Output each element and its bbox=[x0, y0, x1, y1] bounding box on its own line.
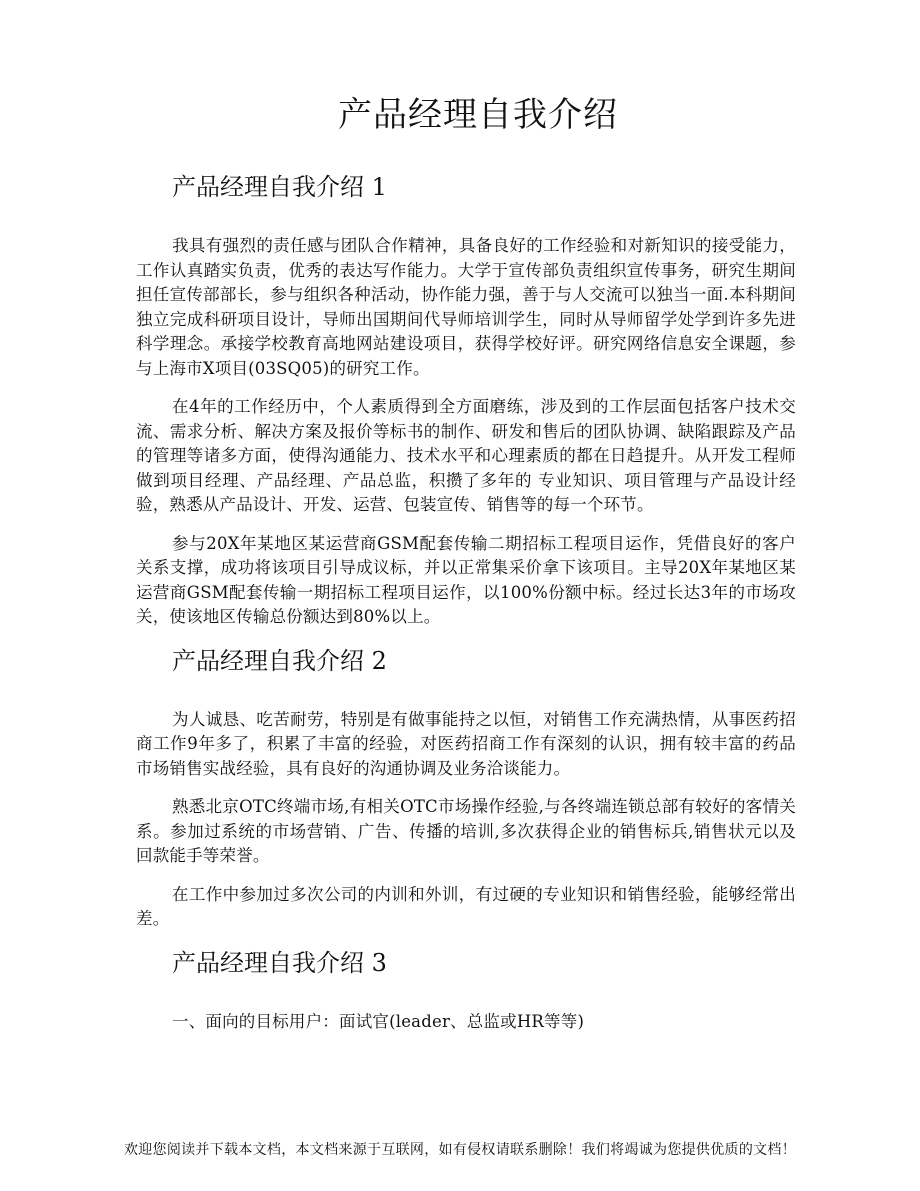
section-1-heading: 产品经理自我介绍 1 bbox=[172, 173, 387, 201]
section-2-paragraph-2: 熟悉北京OTC终端市场,有相关OTC市场操作经验,与各终端连锁总部有较好的客情关系。参加过系统的市场营销、广告、传播的培训,多次获得企业的销售标兵,销售状元以及回款能手等荣誉。 bbox=[136, 797, 796, 865]
section-1-paragraph-3: 参与20X年某地区某运营商GSM配套传输二期招标工程项目运作，凭借良好的客户关系支撑，成功将该项目引导成议标，并以正常集采价拿下该项目。主导20X年某地区某运营商GSM配套传输一期招标工程项目运作，以100%份额中标。经过长达3年的市场攻关，使该地区传输总份额达到80%以上。 bbox=[136, 533, 796, 626]
document-body bbox=[136, 170, 796, 1034]
section-1-paragraph-2: 在4年的工作经历中，个人素质得到全方面磨练，涉及到的工作层面包括客户技术交流、需求分析、解决方案及报价等标书的制作、研发和售后的团队协调、缺陷跟踪及产品的管理等诸多方面，使得沟通能力、技术水平和心理素质的都在日趋提升。从开发工程师做到项目经理、产品经理、产品总监，积攒了多年的 专业知识、项目管理与产品设计经验，熟悉从产品设计、开发、运营、包装宣传、销售等的每一个环节。 bbox=[136, 397, 796, 514]
section-3-heading: 产品经理自我介绍 3 bbox=[172, 948, 387, 977]
section-2-paragraph-3: 在工作中参加过多次公司的内训和外训，有过硬的专业知识和销售经验，能够经常出差。 bbox=[136, 884, 796, 928]
section-2-paragraph-1: 为人诚恳、吃苦耐劳，特别是有做事能持之以恒，对销售工作充满热情，从事医药招商工作9年多了，积累了丰富的经验，对医药招商工作有深刻的认识，拥有较丰富的药品市场销售实战经验，具有良好的沟通协调及业务洽谈能力。 bbox=[136, 709, 796, 778]
section-2-heading: 产品经理自我介绍 2 bbox=[172, 646, 387, 675]
section-1-paragraph-1: 我具有强烈的责任感与团队合作精神，具备良好的工作经验和对新知识的接受能力，工作认真踏实负责，优秀的表达写作能力。大学于宣传部负责组织宣传事务，研究生期间担任宣传部部长，参与组织各种活动，协作能力强，善于与人交流可以独当一面.本科期间独立完成科研项目设计，导师出国期间代导师培训学生，同时从导师留学处学到许多先进科学理念。承接学校教育高地网站建设项目，获得学校好评。研究网络信息安全课题，参与上海市X项目(03SQ05)的研究工作。 bbox=[136, 236, 796, 378]
footer-notice: 欢迎您阅读并下载本文档，本文档来源于互联网，如有侵权请联系删除！我们将竭诚为您提供优质的文档！ bbox=[123, 1142, 797, 1158]
section-3-paragraph-1: 一、面向的目标用户：面试官(leader、总监或HR等等) bbox=[172, 1011, 585, 1031]
document-title: 产品经理自我介绍 bbox=[338, 95, 618, 135]
